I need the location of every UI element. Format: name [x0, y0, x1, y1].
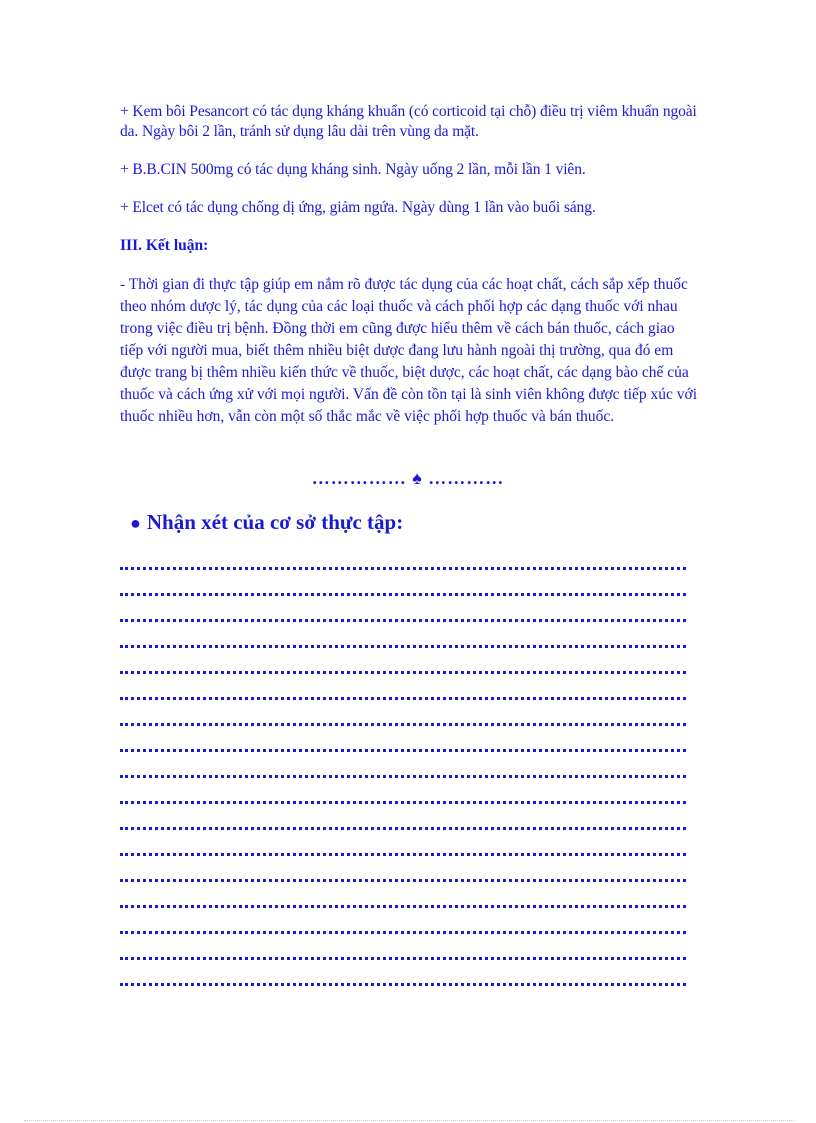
- conclusion-paragraph: - Thời gian đi thực tập giúp em nắm rõ được tác dụng của các hoạt chất, cách sắp xếp thuốc theo nhóm dược lý, tác dụng của các loại thuốc và cách phối hợp các dạng thuốc với nhau trong việc điều trị bệnh. Đồng thời em cũng được hiểu thêm về cách bán thuốc, cách giao tiếp với người mua, biết thêm nhiều biệt dược đang lưu hành ngoài thị trường, qua đó em được trang bị thêm nhiều kiến thức về thuốc, biệt dược, các hoạt chất, các dạng bào chế của thuốc và cách ứng xử với mọi người. Vấn đề còn tồn tại là sinh viên không được tiếp xúc với thuốc nhiều hơn, vẫn còn một số thắc mắc về việc phối hợp thuốc và bán thuốc.: [120, 276, 698, 425]
- page-bottom-rule: [24, 1120, 794, 1121]
- dotted-line: [120, 957, 686, 983]
- bullet-icon: ●: [130, 513, 141, 533]
- dotted-line: [120, 619, 686, 645]
- dotted-line: [120, 723, 686, 749]
- dotted-line: [120, 567, 686, 593]
- remarks-heading-text: Nhận xét của cơ sở thực tập:: [146, 510, 404, 534]
- dotted-line: [120, 931, 686, 957]
- spade-separator: …………… ♠ …………: [311, 468, 505, 488]
- dotted-line: [120, 905, 686, 931]
- dotted-line: [120, 801, 686, 827]
- section-heading-conclusion: III. Kết luận:: [120, 237, 209, 254]
- dotted-line: [120, 671, 686, 697]
- dotted-line: [120, 593, 686, 619]
- remarks-heading: [130, 510, 403, 535]
- paragraph-pesancort: + Kem bôi Pesancort có tác dụng kháng khuẩn (có corticoid tại chỗ) điều trị viêm khuẩn ngoài da. Ngày bôi 2 lần, tránh sử dụng lâu dài trên vùng da mặt.: [120, 103, 697, 140]
- paragraph-elcet: + Elcet có tác dụng chống dị ứng, giảm ngứa. Ngày dùng 1 lần vào buổi sáng.: [120, 199, 596, 216]
- dotted-line: [120, 827, 686, 853]
- dotted-line: [120, 853, 686, 879]
- dotted-line: [120, 697, 686, 723]
- dotted-line: [120, 645, 686, 671]
- dotted-line: [120, 775, 686, 801]
- document-body: [120, 102, 700, 428]
- dotted-line: [120, 983, 686, 1009]
- remarks-dotted-lines: [120, 567, 686, 1009]
- paragraph-bbcin: + B.B.CIN 500mg có tác dụng kháng sinh. Ngày uống 2 lần, mỗi lần 1 viên.: [120, 161, 586, 178]
- dotted-line: [120, 749, 686, 775]
- dotted-line: [120, 879, 686, 905]
